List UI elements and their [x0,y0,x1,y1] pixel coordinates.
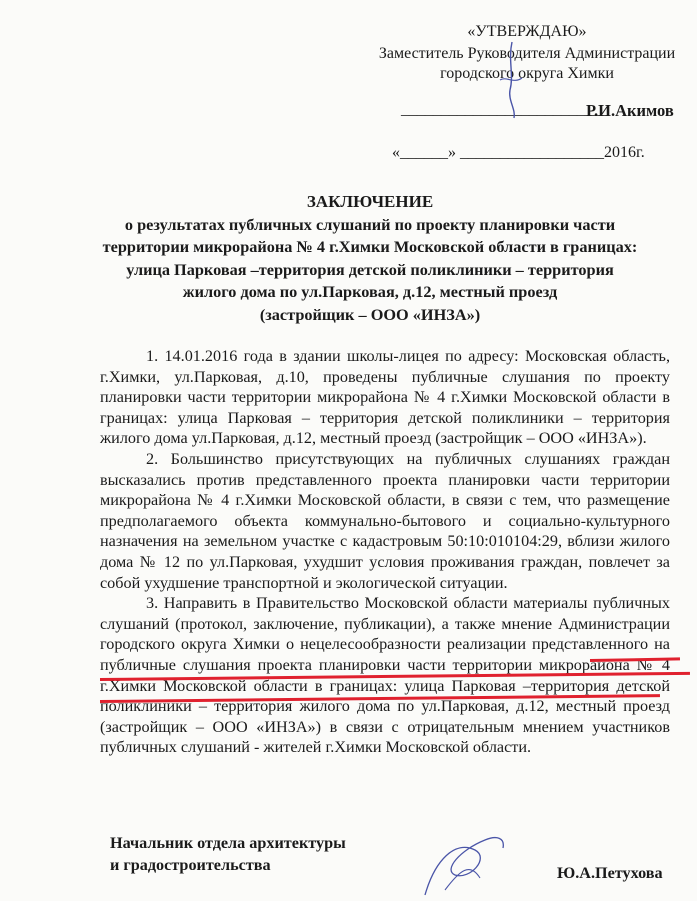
approval-name: Р.И.Акимов [586,101,674,120]
paragraph-3: 3. Направить в Правительство Московской области материалы публичных слушаний (протокол, заключение, публикации), а также мнение Администрации городского округа Химки о нецелесообразности реализации представленного на публичные слушания проекта планировки части территории микрорайона № 4 г.Химки Московской области в границах: улица Парковая –территория детской поликлиники – территория жилого дома по ул.Парковая, д.12, местный проезд (застройщик – ООО «ИНЗА») в связи с отрицательным мнением участников публичных слушаний - жителей г.Химки Московской области. [100,594,670,757]
title-line-1: о результатах публичных слушаний по проекту планировки части [124,214,616,234]
title-line-4: жилого дома по ул.Парковая, д.12, местный проезд [182,282,558,301]
signatory-position-line1: Начальник отдела архитектуры [110,834,346,852]
approval-heading: «УТВЕРЖДАЮ» [467,23,587,40]
approval-signature-mark [490,40,530,120]
title-line-2: территории микрорайона № 4 г.Химки Московской области в границах: [102,237,638,256]
title-line-3: улица Парковая –территория детской поликлиники – территория [126,259,614,279]
paragraph-1: 1. 14.01.2016 года в здании школы-лицея по адресу: Московская область, г.Химки, ул.Парковая, д.10, проведены публичные слушания по проекту планировки части территории микрорайона № 4 г.Химки Московской области в границах: улица Парковая – территория детской поликлиники – территория жилого дома ул.Парковая, д.12, местный проезд (застройщик – ООО «ИНЗА»). [100,347,670,448]
approval-signature-line: __________________________ [401,101,609,118]
signatory-name: Ю.А.Петухова [557,864,663,882]
title-line-5: (застройщик – ООО «ИНЗА») [259,304,481,324]
paragraph-2: 2. Большинство присутствующих на публичных слушаниях граждан высказались против представленного проекта планировки части территории микрорайона № 4 г.Химки Московской области, в связи с тем, что размещение предполагаемого объекта коммунально-бытового и социально-культурного назначения на земельном участке с кадастровым 50:10:010104:29, вблизи жилого дома № 12 по ул.Парковая, ухудшит условия проживания граждан, повлечет за собой ухудшение транспортной и экологической ситуации. [100,449,670,592]
document-title: ЗАКЛЮЧЕНИЕ [306,192,434,211]
signatory-position-line2: и градостроительства [110,856,271,874]
approval-date-line: «______» __________________2016г. [392,144,645,161]
signatory-signature-mark [415,820,515,900]
approval-position-line2: городского округа Химки [440,65,614,82]
approval-position-line1: Заместитель Руководителя Администрации [378,45,676,62]
